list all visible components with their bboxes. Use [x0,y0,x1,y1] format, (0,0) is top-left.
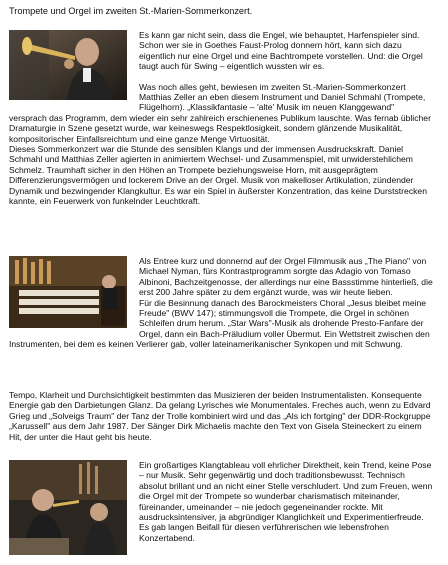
musicians-at-organ-photo-icon [9,460,127,555]
article-paragraph: Es kann gar nicht sein, dass die Engel, wie behauptet, Harfenspieler sind. Schon wer sie in Goethes Faust-Prolog donnern hört, kann sich dazu eigentlich nur eine Orgel und eine Bachtrompete vorstellen. Und: die Orgel taugt auch für Swing – eigentlich wussten wir es. [139,30,423,72]
article-headline: Trompete und Orgel im zweiten St.-Marien-Sommerkonzert. [9,6,253,16]
article-section-4 [9,460,433,559]
article-section-2 [9,256,433,350]
article-paragraph: Für die Besinnung danach des Barockmeisters Choral „Jesus bleibet meine Freude" (BWV 147); stimmungsvoll die Trompete, die Orgel in schönen Schleifen drum herum. „Star Wars"-Musik als drohende Presto-Fanfare der Orgel, dann ein Bach-Präludium voller Übermut. Ein Wettstreit zwischen den Instrumenten, bei dem es keinen Verlierer gab, voller lateinamerikanischer Synkopen und mit Schwung. [9,297,430,350]
article-paragraph: Dieses Sommerkonzert war die Stunde des sensiblen Klangs und der immensen Ausdruckskraft. Daniel Schmahl und Matthias Zeller agierten in animiertem Wechsel- und Zusammenspiel, mit unwiderstehlichem Schmelz. Traumhaft sicher in den Höhen an Trompete beziehungsweise Horn, mit ausgeprägtem Differenzierungsvermögen und lockerem Drive an der Orgel. Musik von makelloser Artikulation, zündender Dynamik und bezwingender Klangkultur. Es war ein Spiel in äußerster Konzentration, das keine Durststrecken kannte, ein Feuerwerk von funkelnder Leuchtkraft. [9,144,427,207]
article-paragraph: Es gab langen Beifall für diesen verführerischen wie lebensfrohen Konzertabend. [139,522,389,543]
organ-console-photo-icon [9,256,127,328]
trumpet-player-photo-icon [9,30,127,100]
article-paragraph: Als Entree kurz und donnernd auf der Orgel Filmmusik aus „The Piano" von Michael Nyman, fürs Kontrastprogramm sorgte das Adagio von Tomaso Albinoni, Bachzeitgenosse, der allerdings nur eine Bassstimme hinterließ, die erst 200 Jahre später zu dem ergänzt wurde, was wir heute lieben. [139,256,433,298]
article-paragraph: Was noch alles geht, bewiesen im zweiten St.-Marien-Sommerkonzert Matthias Zeller an eben diesem Instrument und Daniel Schmahl (Trompete, Flügelhorn). „Klassikfantasie – 'alte' Musik im neuen Klanggewand" versprach das Programm, dem wieder ein sehr zahlreich erschienenes Publikum lauschte. Was fernab üblicher Dramaturgie in Szene gesetzt wurde, war keineswegs Respektlosigkeit, sondern glänzende Musikalität, kompositorischer Einfallsreichtum und eine ganze Menge Virtuosität. [9,81,431,144]
article-section-3 [9,390,433,442]
article-paragraph: Tempo, Klarheit und Durchsichtigkeit bestimmten das Musizieren der beiden Instrumentalisten. Konsequente Energie gab den Darbietungen Glanz. Da gelang Lyrisches wie Monumentales. Freches auch, wenn zu Edvard Grieg und „Solveigs Traum" der Tanz der Trolle kombiniert wird und das „Als ich fortging" der DDR-Rockgruppe „Karussell" aus dem Jahr 1987. Der Sänger Dirk Michaelis machte den Text von Gisela Steineckert zu einem Hit, der unter die Haut geht bis heute. [9,390,431,442]
article-section-1 [9,30,433,207]
article-paragraph: Ein großartiges Klangtableau voll ehrlicher Direktheit, kein Trend, keine Pose – nur Musik. Sehr gegenwärtig und doch traditionsbewusst. Technisch absolut brillant und an nicht einer Stelle verschludert. Und zum Freuen, wenn die Orgel mit der Trompete so wunderbar charismatisch miteinander, füreinander, umeinander – nie jedoch gegeneinander rockte. Mit ausdrucksintensiver, ja abgründiger Klanglichkeit und Experimentierfreude. [139,460,433,523]
